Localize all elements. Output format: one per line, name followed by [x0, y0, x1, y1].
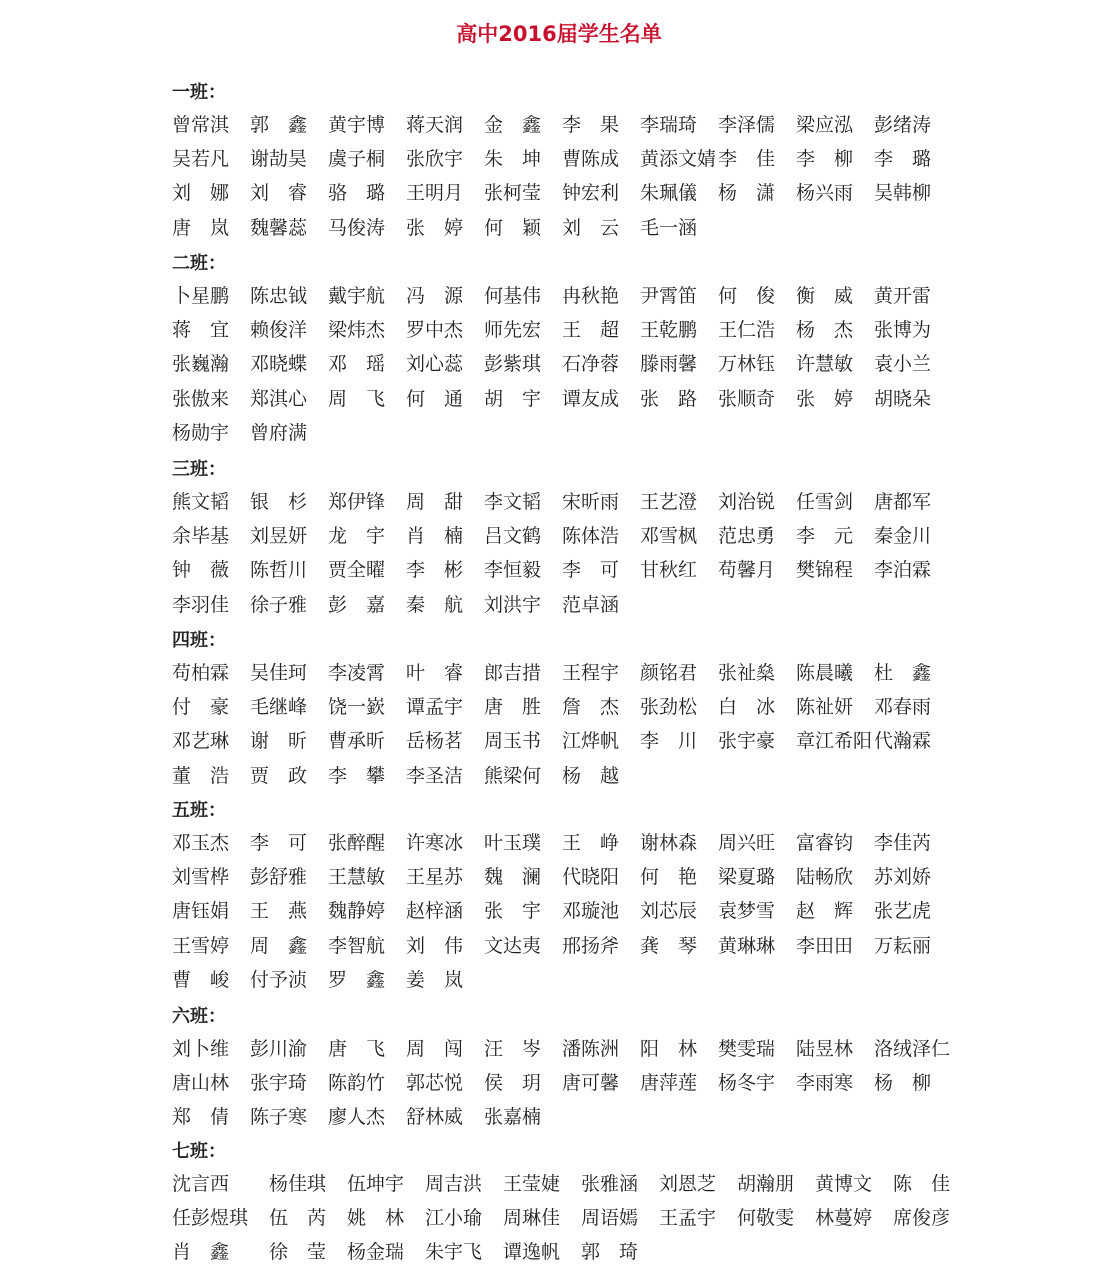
student-name: 王孟宇 [659, 1207, 717, 1230]
student-name: 胡晓朵 [874, 387, 932, 410]
student-name: 郎吉措 [484, 662, 542, 684]
student-name: 衡 威 [796, 285, 854, 307]
student-name: 张祉燊 [718, 662, 776, 684]
student-name: 滕雨馨 [640, 353, 698, 376]
student-name: 舒林威 [406, 1106, 464, 1129]
student-name: 王慧敏 [328, 866, 386, 889]
student-name: 章江希阳 [796, 730, 873, 753]
student-name: 李凌霄 [328, 662, 386, 684]
student-name: 王艺澄 [640, 491, 698, 513]
student-name: 谢 昕 [250, 730, 308, 753]
student-name: 唐 飞 [328, 1038, 386, 1060]
student-name: 富睿钧 [796, 832, 854, 854]
student-name: 谭逸帆 [503, 1241, 561, 1264]
student-name: 李 元 [796, 525, 854, 548]
student-name: 骆 璐 [328, 182, 386, 205]
student-name: 朱宇飞 [425, 1241, 483, 1264]
student-name: 黄添文婧 [640, 148, 717, 171]
student-name: 梁夏璐 [718, 866, 776, 889]
student-name: 蒋 宜 [172, 319, 230, 342]
student-name: 谢劼昊 [250, 148, 308, 171]
student-name: 叶玉璞 [484, 832, 542, 854]
class-label: 四班： [172, 630, 226, 651]
student-name: 周吉洪 [425, 1173, 483, 1195]
student-name: 何 通 [406, 387, 464, 410]
student-name: 董 浩 [172, 764, 230, 787]
student-name: 黄开雷 [874, 285, 932, 307]
student-name: 王 超 [562, 319, 620, 342]
student-name: 李恒毅 [484, 559, 542, 582]
student-name: 周 飞 [328, 387, 386, 410]
student-name: 邓璇池 [562, 900, 620, 923]
student-name: 张顺奇 [718, 387, 776, 410]
student-name: 张博为 [874, 319, 932, 342]
student-name: 杨 柳 [874, 1072, 932, 1095]
student-name: 张雅涵 [581, 1173, 639, 1195]
student-name: 曹 峻 [172, 968, 230, 991]
student-name: 李 璐 [874, 148, 932, 171]
student-name: 肖 楠 [406, 525, 464, 548]
student-name: 石净蓉 [562, 353, 620, 376]
student-name: 魏馨蕊 [250, 216, 308, 239]
student-name: 任彭煜琪 [172, 1207, 249, 1230]
student-name: 吕文鹤 [484, 525, 542, 548]
student-name: 毛一涵 [640, 216, 698, 239]
student-name: 江小瑜 [425, 1207, 483, 1230]
student-name: 黄宇博 [328, 114, 386, 136]
student-name: 周 闯 [406, 1038, 464, 1060]
student-name: 洛绒泽仁 [874, 1038, 951, 1060]
student-name: 汪 岑 [484, 1038, 542, 1060]
student-name: 张 宇 [484, 900, 542, 923]
student-name: 甘秋红 [640, 559, 698, 582]
student-name: 李 佳 [718, 148, 776, 171]
student-name: 刘芯辰 [640, 900, 698, 923]
student-name: 李 可 [250, 832, 308, 854]
student-name: 冉秋艳 [562, 285, 620, 307]
student-name: 杨佳琪 [269, 1173, 327, 1195]
student-name: 胡 宇 [484, 387, 542, 410]
student-name: 张醉醒 [328, 832, 386, 854]
student-name: 曹承昕 [328, 730, 386, 753]
student-name: 吴韩柳 [874, 182, 932, 205]
student-name: 张宇琦 [250, 1072, 308, 1095]
student-name: 李羽佳 [172, 593, 230, 616]
student-name: 徐子雅 [250, 593, 308, 616]
student-name: 陈 佳 [893, 1173, 951, 1195]
student-name: 曾府满 [250, 421, 308, 444]
student-name: 何 俊 [718, 285, 776, 307]
student-name: 卜星鹏 [172, 285, 230, 307]
student-name: 谢林森 [640, 832, 698, 854]
student-name: 秦金川 [874, 525, 932, 548]
student-name: 邓艺琳 [172, 730, 230, 753]
student-name: 戴宇航 [328, 285, 386, 307]
class-label: 一班： [172, 82, 226, 103]
student-name: 范忠勇 [718, 525, 776, 548]
student-name: 杨金瑞 [347, 1241, 405, 1264]
student-name: 张 婷 [796, 387, 854, 410]
student-name: 唐可馨 [562, 1072, 620, 1095]
student-name: 邓春雨 [874, 696, 932, 719]
student-name: 林蔓婷 [815, 1207, 873, 1230]
student-name: 刘治锐 [718, 491, 776, 513]
student-name: 张巍瀚 [172, 353, 230, 376]
student-name: 郭 鑫 [250, 114, 308, 136]
student-name: 罗中杰 [406, 319, 464, 342]
student-name: 郭芯悦 [406, 1072, 464, 1095]
student-name: 蒋天润 [406, 114, 464, 136]
student-name: 何 艳 [640, 866, 698, 889]
student-name: 王乾鹏 [640, 319, 698, 342]
student-name: 彭舒雅 [250, 866, 308, 889]
student-name: 杜 鑫 [874, 662, 932, 684]
student-name: 黄博文 [815, 1173, 873, 1195]
student-name: 李田田 [796, 934, 854, 957]
student-name: 周琳佳 [503, 1207, 561, 1230]
student-name: 周 甜 [406, 491, 464, 513]
student-name: 徐 莹 [269, 1241, 327, 1264]
student-name: 李雨寒 [796, 1072, 854, 1095]
student-name: 任雪剑 [796, 491, 854, 513]
student-name: 宋昕雨 [562, 491, 620, 513]
student-name: 何基伟 [484, 285, 542, 307]
student-name: 付 豪 [172, 696, 230, 719]
student-name: 代晓阳 [562, 866, 620, 889]
student-name: 李泽儒 [718, 114, 776, 136]
student-name: 吴佳珂 [250, 662, 308, 684]
student-name: 龙 宇 [328, 525, 386, 548]
student-name: 张艺虎 [874, 900, 932, 923]
student-name: 付予浈 [250, 968, 308, 991]
student-name: 邓雪枫 [640, 525, 698, 548]
student-name: 姜 岚 [406, 968, 464, 991]
student-name: 李 川 [640, 730, 698, 753]
student-name: 张傲来 [172, 387, 230, 410]
student-name: 樊雯瑞 [718, 1038, 776, 1060]
class-label: 七班： [172, 1141, 226, 1162]
student-name: 刘 云 [562, 216, 620, 239]
class-label: 六班： [172, 1006, 226, 1027]
student-name: 白 冰 [718, 696, 776, 719]
student-name: 杨 杰 [796, 319, 854, 342]
student-name: 朱 坤 [484, 148, 542, 171]
student-name: 钟 薇 [172, 559, 230, 582]
student-name: 许寒冰 [406, 832, 464, 854]
student-name: 许慧敏 [796, 353, 854, 376]
student-name: 梁应泓 [796, 114, 854, 136]
student-name: 岳杨茗 [406, 730, 464, 753]
student-name: 彭绪涛 [874, 114, 932, 136]
student-name: 杨勋宇 [172, 421, 230, 444]
student-name: 熊文韬 [172, 491, 230, 513]
student-name: 秦 航 [406, 593, 464, 616]
student-name: 刘 娜 [172, 182, 230, 205]
student-name: 彭紫琪 [484, 353, 542, 376]
student-name: 周语嫣 [581, 1207, 639, 1230]
student-name: 师先宏 [484, 319, 542, 342]
student-name: 刘恩芝 [659, 1173, 717, 1195]
student-name: 伍 芮 [269, 1207, 327, 1230]
student-name: 谭孟宇 [406, 696, 464, 719]
student-name: 吴若凡 [172, 148, 230, 171]
student-name: 龚 琴 [640, 934, 698, 957]
student-name: 张柯莹 [484, 182, 542, 205]
student-name: 赖俊洋 [250, 319, 308, 342]
student-name: 唐山林 [172, 1072, 230, 1095]
student-name: 潘陈洲 [562, 1038, 620, 1060]
student-name: 杨 潇 [718, 182, 776, 205]
student-name: 赵梓涵 [406, 900, 464, 923]
student-name: 彭 嘉 [328, 593, 386, 616]
student-name: 银 杉 [250, 491, 308, 513]
student-name: 周兴旺 [718, 832, 776, 854]
student-name: 张欣宇 [406, 148, 464, 171]
student-name: 金 鑫 [484, 114, 542, 136]
student-name: 陈祉妍 [796, 696, 854, 719]
student-name: 郑伊锋 [328, 491, 386, 513]
student-name: 贾全曜 [328, 559, 386, 582]
student-name: 唐 胜 [484, 696, 542, 719]
student-name: 梁炜杰 [328, 319, 386, 342]
student-name: 尹霄笛 [640, 285, 698, 307]
student-name: 张嘉楠 [484, 1106, 542, 1129]
student-name: 周 鑫 [250, 934, 308, 957]
student-name: 杨兴雨 [796, 182, 854, 205]
student-name: 李 果 [562, 114, 620, 136]
student-name: 陈体浩 [562, 525, 620, 548]
student-name: 李 攀 [328, 764, 386, 787]
student-name: 王程宇 [562, 662, 620, 684]
student-name: 李 柳 [796, 148, 854, 171]
student-name: 陈忠钺 [250, 285, 308, 307]
student-name: 魏 澜 [484, 866, 542, 889]
student-name: 何敬雯 [737, 1207, 795, 1230]
student-name: 李 彬 [406, 559, 464, 582]
student-name: 姚 林 [347, 1207, 405, 1230]
student-name: 刘雪桦 [172, 866, 230, 889]
student-name: 刘 睿 [250, 182, 308, 205]
student-name: 谭友成 [562, 387, 620, 410]
student-name: 刘卜维 [172, 1038, 230, 1060]
class-label: 五班： [172, 800, 226, 821]
student-name: 李泊霖 [874, 559, 932, 582]
student-name: 王雪婷 [172, 934, 230, 957]
student-name: 钟宏利 [562, 182, 620, 205]
student-name: 颜铭君 [640, 662, 698, 684]
student-name: 冯 源 [406, 285, 464, 307]
student-name: 沈言西 [172, 1173, 230, 1195]
student-name: 贾 政 [250, 764, 308, 787]
student-name: 范卓涵 [562, 593, 620, 616]
student-name: 王 峥 [562, 832, 620, 854]
student-name: 廖人杰 [328, 1106, 386, 1129]
student-name: 周玉书 [484, 730, 542, 753]
student-name: 曹陈成 [562, 148, 620, 171]
student-name: 樊锦程 [796, 559, 854, 582]
student-name: 余毕基 [172, 525, 230, 548]
student-name: 刘心蕊 [406, 353, 464, 376]
student-name: 邓玉杰 [172, 832, 230, 854]
student-name: 杨冬宇 [718, 1072, 776, 1095]
class-label: 三班： [172, 459, 226, 480]
student-name: 刘 伟 [406, 934, 464, 957]
student-name: 曾常淇 [172, 114, 230, 136]
student-name: 李佳芮 [874, 832, 932, 854]
page-title: 高中2016届学生名单 [456, 22, 662, 46]
student-name: 张劲松 [640, 696, 698, 719]
student-name: 饶一嶔 [328, 696, 386, 719]
student-name: 王 燕 [250, 900, 308, 923]
student-name: 邓晓蝶 [250, 353, 308, 376]
student-name: 赵 辉 [796, 900, 854, 923]
student-name: 苟馨月 [718, 559, 776, 582]
student-name: 马俊涛 [328, 216, 386, 239]
student-name: 唐都军 [874, 491, 932, 513]
student-name: 袁小兰 [874, 353, 932, 376]
student-name: 刘洪宇 [484, 593, 542, 616]
student-name: 杨 越 [562, 764, 620, 787]
student-name: 伍坤宇 [347, 1173, 405, 1195]
class-label: 二班： [172, 253, 226, 274]
student-name: 郑淇心 [250, 387, 308, 410]
student-name: 李文韬 [484, 491, 542, 513]
student-name: 陈哲川 [250, 559, 308, 582]
student-name: 唐萍莲 [640, 1072, 698, 1095]
student-name: 虞子桐 [328, 148, 386, 171]
student-name: 张 婷 [406, 216, 464, 239]
student-name: 王星苏 [406, 866, 464, 889]
student-name: 袁梦雪 [718, 900, 776, 923]
student-name: 王莹婕 [503, 1173, 561, 1195]
student-name: 陈子寒 [250, 1106, 308, 1129]
student-name: 江烨帆 [562, 730, 620, 753]
student-name: 唐 岚 [172, 216, 230, 239]
student-name: 席俊彦 [893, 1207, 951, 1230]
student-name: 陆昱林 [796, 1038, 854, 1060]
student-name: 张 路 [640, 387, 698, 410]
student-name: 邓 瑶 [328, 353, 386, 376]
student-name: 李圣洁 [406, 764, 464, 787]
student-name: 文达夷 [484, 934, 542, 957]
student-name: 郭 琦 [581, 1241, 639, 1264]
student-name: 张宇豪 [718, 730, 776, 753]
student-name: 陈韵竹 [328, 1072, 386, 1095]
student-name: 胡瀚朋 [737, 1173, 795, 1195]
student-name: 苏刘娇 [874, 866, 932, 889]
student-name: 阳 林 [640, 1038, 698, 1060]
student-name: 郑 倩 [172, 1106, 230, 1129]
student-name: 肖 鑫 [172, 1241, 230, 1264]
student-name: 李瑞琦 [640, 114, 698, 136]
student-name: 朱珮儀 [640, 182, 698, 205]
student-name: 王仁浩 [718, 319, 776, 342]
student-name: 刘昱妍 [250, 525, 308, 548]
student-name: 苟柏霖 [172, 662, 230, 684]
student-name: 李智航 [328, 934, 386, 957]
student-name: 唐钰娟 [172, 900, 230, 923]
student-name: 陈晨曦 [796, 662, 854, 684]
student-name: 叶 睿 [406, 662, 464, 684]
student-name: 万林钰 [718, 353, 776, 376]
student-name: 陆畅欣 [796, 866, 854, 889]
student-name: 罗 鑫 [328, 968, 386, 991]
student-name: 邢扬斧 [562, 934, 620, 957]
student-name: 詹 杰 [562, 696, 620, 719]
student-name: 毛继峰 [250, 696, 308, 719]
student-name: 魏静婷 [328, 900, 386, 923]
student-name: 侯 玥 [484, 1072, 542, 1095]
student-name: 彭川渝 [250, 1038, 308, 1060]
student-name: 李 可 [562, 559, 620, 582]
student-name: 熊梁何 [484, 764, 542, 787]
student-name: 王明月 [406, 182, 464, 205]
student-name: 何 颖 [484, 216, 542, 239]
student-name: 黄琳琳 [718, 934, 776, 957]
student-name: 代瀚霖 [874, 730, 932, 753]
student-name: 万耘丽 [874, 934, 932, 957]
